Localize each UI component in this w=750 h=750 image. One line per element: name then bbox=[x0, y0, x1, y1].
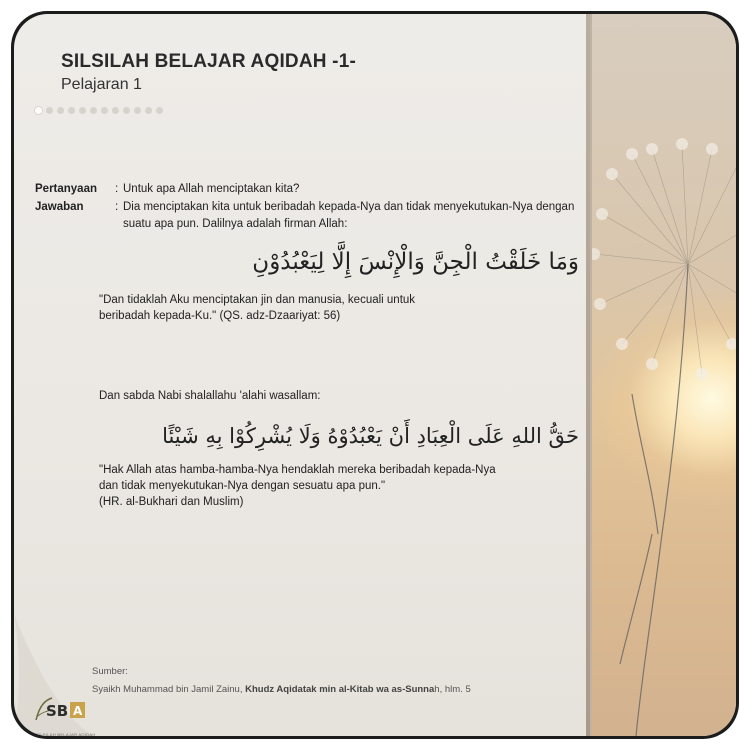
answer-label: Jawaban bbox=[35, 201, 84, 213]
pagination-dot[interactable] bbox=[46, 107, 53, 114]
pagination-dot[interactable] bbox=[101, 107, 108, 114]
source-author: Syaikh Muhammad bin Jamil Zainu, bbox=[92, 684, 246, 695]
pagination-dot[interactable] bbox=[68, 107, 75, 114]
page-title: SILSILAH BELAJAR AQIDAH -1- bbox=[61, 51, 356, 72]
verse-translation-line-1: "Dan tidaklah Aku menciptakan jin dan manusia, kecuali untuk bbox=[99, 294, 416, 306]
pagination-dot[interactable] bbox=[57, 107, 64, 114]
pagination-dot[interactable] bbox=[145, 107, 152, 114]
pagination-dot[interactable] bbox=[156, 107, 163, 114]
hadith-translation-line-1: "Hak Allah atas hamba-hamba-Nya hendaklah mereka beribadah kepada-Nya bbox=[99, 464, 496, 476]
answer-colon: : bbox=[115, 201, 119, 213]
sba-logo-icon bbox=[32, 694, 88, 724]
question-colon: : bbox=[115, 183, 119, 195]
logo-caption: SILSILAH BELAJAR AQIDAH bbox=[36, 732, 96, 736]
pagination-dot[interactable] bbox=[123, 107, 130, 114]
question-label: Pertanyaan bbox=[35, 183, 98, 195]
pagination-dot[interactable] bbox=[79, 107, 86, 114]
pagination-dot[interactable] bbox=[90, 107, 97, 114]
source-pages: , hlm. 5 bbox=[439, 684, 471, 695]
hadith-arabic: حَقُّ اللهِ عَلَى الْعِبَادِ أَنْ يَعْبُدُوْهُ وَلَا يُشْرِكُوْا بِهِ شَيْئًا bbox=[162, 424, 579, 448]
pagination-dots bbox=[35, 107, 163, 114]
poster-card bbox=[14, 14, 736, 736]
question-text: Untuk apa Allah menciptakan kita? bbox=[123, 183, 300, 195]
pagination-dot-active[interactable] bbox=[35, 107, 42, 114]
verse-arabic: وَمَا خَلَقْتُ الْجِنَّ وَالْإِنْسَ إِلَّا لِيَعْبُدُوْنِ bbox=[252, 249, 579, 275]
pagination-dot[interactable] bbox=[134, 107, 141, 114]
answer-text: Dia menciptakan kita untuk beribadah kepada-Nya dan tidak menyekutukan-Nya dengan suatu apa pun. Dalilnya adalah firman Allah: bbox=[123, 201, 575, 230]
verse-translation-line-2: beribadah kepada-Ku." (QS. adz-Dzaariyat: 56) bbox=[99, 310, 341, 322]
svg-text:A: A bbox=[73, 704, 83, 718]
page-subtitle: Pelajaran 1 bbox=[61, 76, 142, 93]
dandelion-sunset-photo-icon bbox=[590, 14, 736, 736]
source-book: Khudz Aqidatak min al-Kitab wa as-Sunna bbox=[245, 684, 435, 695]
hadith-reference: (HR. al-Bukhari dan Muslim) bbox=[99, 496, 244, 508]
hadith-intro: Dan sabda Nabi shalallahu 'alahi wasallam: bbox=[99, 390, 321, 402]
source-label: Sumber: bbox=[92, 666, 128, 677]
source-citation bbox=[92, 684, 582, 695]
svg-text:SB: SB bbox=[46, 702, 69, 720]
pagination-dot[interactable] bbox=[112, 107, 119, 114]
source-book-tail: h bbox=[434, 684, 440, 695]
hadith-translation-line-2: dan tidak menyekutukan-Nya dengan sesuatu apa pun." bbox=[99, 480, 386, 492]
poster-frame bbox=[11, 11, 739, 739]
